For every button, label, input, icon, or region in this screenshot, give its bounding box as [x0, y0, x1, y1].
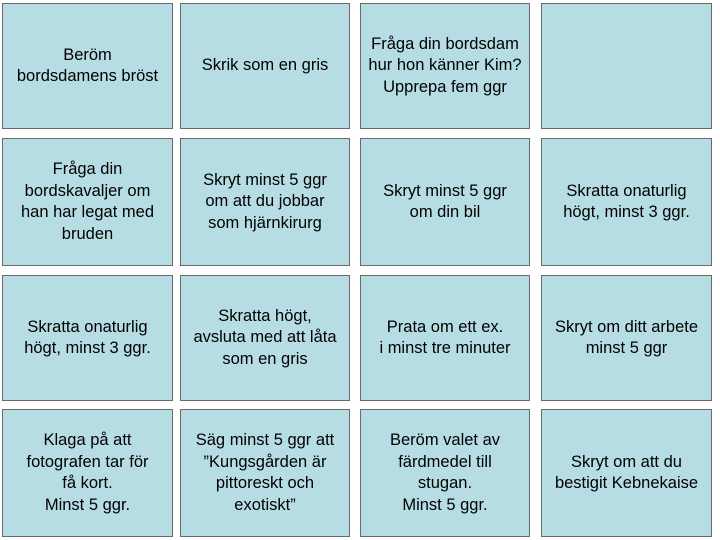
card-text: Fråga din bordsdam hur hon känner Kim? Upprepa fem ggr	[368, 34, 522, 96]
card-r4-c1	[2, 409, 173, 537]
card-text: Beröm bordsdamens bröst	[16, 45, 159, 85]
card-r3-c3	[360, 275, 530, 401]
card-r1-c4-blank	[541, 3, 712, 129]
card-r2-c2	[180, 138, 350, 266]
card-r4-c4	[541, 409, 712, 537]
card-text: Skratta onaturlig högt, minst 3 ggr.	[563, 181, 690, 221]
card-r4-c2	[180, 409, 350, 537]
card-text: Fråga din bordskavaljer om han har legat med bruden	[20, 160, 154, 243]
card-text: Skryt minst 5 ggr om din bil	[383, 181, 507, 221]
card-text: Skryt om ditt arbete minst 5 ggr	[554, 317, 699, 357]
card-r2-c4	[541, 138, 712, 266]
card-r3-c1	[2, 275, 173, 401]
card-r2-c3	[360, 138, 530, 266]
card-text: Skratta högt, avsluta med att låta som en gris	[193, 306, 337, 368]
card-r2-c1	[2, 138, 173, 266]
card-text: Skratta onaturlig högt, minst 3 ggr.	[24, 317, 151, 357]
card-r3-c4	[541, 275, 712, 401]
card-text: Skryt minst 5 ggr om att du jobbar som hjärnkirurg	[203, 170, 327, 232]
card-text: Skryt om att du bestigit Kebnekaise	[554, 452, 699, 492]
card-text: Beröm valet av färdmedel till stugan. Minst 5 ggr.	[389, 431, 501, 514]
card-r1-c2	[180, 3, 350, 129]
card-r4-c3	[360, 409, 530, 537]
card-r3-c2	[180, 275, 350, 401]
card-r1-c1	[2, 3, 173, 129]
card-r1-c3	[360, 3, 530, 129]
card-text: Skrik som en gris	[201, 56, 329, 75]
card-text: Säg minst 5 ggr att ”Kungsgården är pittoreskt och exotiskt”	[195, 431, 335, 514]
card-text: Prata om ett ex. i minst tre minuter	[379, 317, 511, 357]
card-text: Klaga på att fotografen tar för få kort. Minst 5 ggr.	[26, 431, 149, 514]
